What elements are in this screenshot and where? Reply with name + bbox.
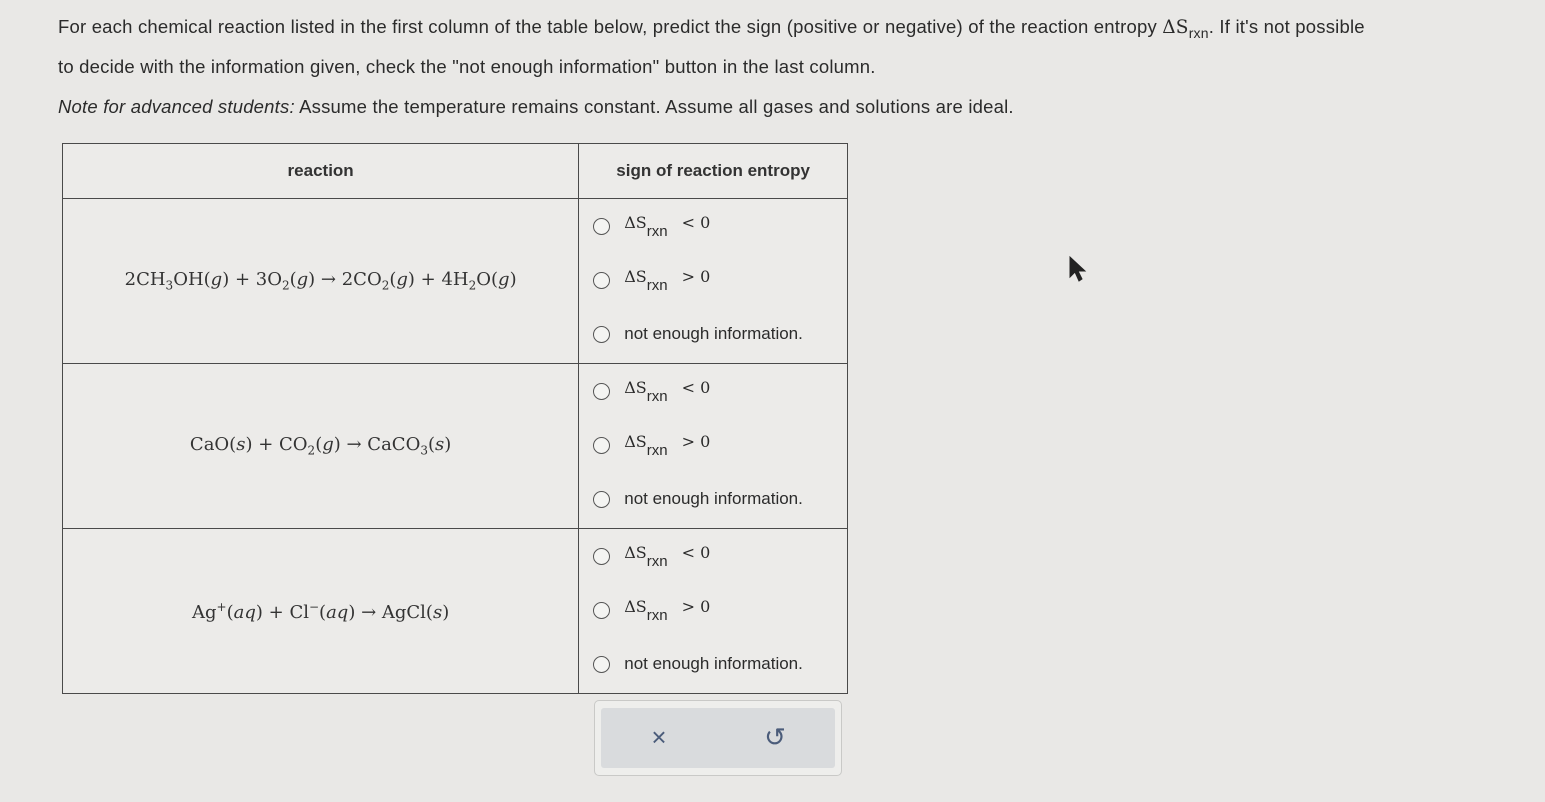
radio-button[interactable] [593, 383, 610, 400]
clear-button[interactable]: × [651, 721, 667, 752]
option-positive-2[interactable]: $\Delta S_{rxn} > 0$ [579, 418, 847, 472]
sign-options-1 [579, 199, 848, 364]
option-positive-1[interactable]: $\Delta S_{rxn} > 0$ [579, 253, 847, 307]
option-negative-2[interactable]: $\Delta S_{rxn} < 0$ [579, 364, 847, 418]
radio-button[interactable] [593, 272, 610, 289]
option-not-enough-2[interactable]: not enough information. [579, 472, 847, 526]
undo-button[interactable]: ↺ [764, 721, 786, 752]
option-negative-1[interactable]: $\Delta S_{rxn} < 0$ [579, 199, 847, 253]
option-not-enough-3[interactable]: not enough information. [579, 637, 847, 691]
instructions [58, 10, 1538, 124]
radio-button[interactable] [593, 218, 610, 235]
table-row [63, 199, 848, 364]
note: Note for advanced students: Assume the temperature remains constant. Assume all gases and solutions are ideal. [58, 96, 1014, 117]
option-negative-3[interactable]: $\Delta S_{rxn} < 0$ [579, 529, 847, 583]
option-not-enough-1[interactable]: not enough information. [579, 307, 847, 361]
reaction-2: $CaO(s) + CO_2(g)$ → CaCO$_3$(s) [63, 364, 579, 529]
radio-button[interactable] [593, 491, 610, 508]
table-row [63, 529, 848, 694]
mouse-pointer-icon [1068, 255, 1088, 288]
header-sign: sign of reaction entropy [579, 144, 848, 199]
option-positive-3[interactable]: $\Delta S_{rxn} > 0$ [579, 583, 847, 637]
instruction-line-2: to decide with the information given, check the "not enough information" button in the last column. [58, 56, 876, 77]
radio-button[interactable] [593, 437, 610, 454]
header-reaction: reaction [63, 144, 579, 199]
sign-options-2 [579, 364, 848, 529]
radio-button[interactable] [593, 602, 610, 619]
reaction-3: Ag+(aq) + Cl−(aq) → AgCl(s) [63, 529, 579, 694]
answer-actions [594, 700, 842, 776]
table-row [63, 364, 848, 529]
radio-button[interactable] [593, 326, 610, 343]
radio-button[interactable] [593, 656, 610, 673]
reaction-1: $2CH_3OH(g) + 3O_2(g) \to 2CO_2(g) + 4H_2O(g)$ [63, 199, 579, 364]
sign-options-3 [579, 529, 848, 694]
reaction-table [62, 143, 848, 694]
instruction-line-1: For each chemical reaction listed in the first column of the table below, predict the sign (positive or negative) of the reaction entropy $\Delta S_{rxn}$. If it's not possible [58, 16, 1365, 41]
radio-button[interactable] [593, 548, 610, 565]
